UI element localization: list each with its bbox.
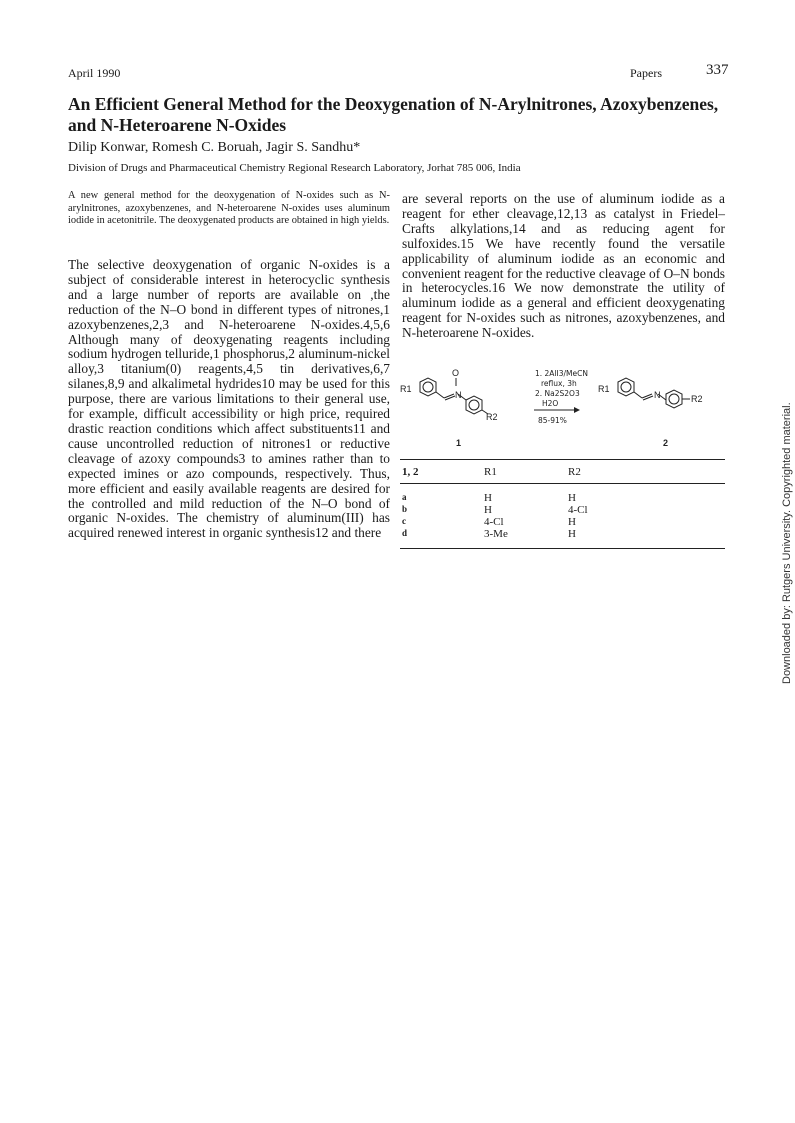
product-compound-number: 2 bbox=[663, 438, 669, 448]
authors: Dilip Konwar, Romesh C. Boruah, Jagir S. Sandhu* bbox=[68, 140, 361, 155]
running-section: Papers bbox=[630, 66, 662, 80]
table-cell-r1: 3-Me bbox=[484, 528, 508, 540]
product-benzene-ring-2 bbox=[666, 390, 682, 408]
reactant-structure bbox=[420, 378, 488, 414]
condition-line-4: H2O bbox=[542, 399, 559, 408]
reactant-benzene-ring-2 bbox=[466, 396, 482, 414]
table-row bbox=[402, 528, 722, 540]
body-text-left-column: The selective deoxygenation of organic N-oxides is a subject of considerable interest in heterocyclic synthesis and a large number of reports are available on ,the reduction of the N–O bond in different types of nitrones,1 azoxybenzenes,2,3 and N-heteroarene N-oxides.4,5,6 Although many of deoxygenating reagents including sodium hydrogen telluride,1 phosphorus,2 aluminum-nickel alloy,3 titanium(0) reagents,4,5 tin derivatives,6,7 silanes,8,9 and alkalimetal hydrides10 may be used for this purpose, there are various limitations to their general use, for example, difficult accessibility or high price, required drastic reaction conditions which affect substituents11 and cause uncontrolled reduction of nitrones1 or reductive cleavage of azoxy compounds3 to amines rather than to expected imines or azo compounds, respectively. Thus, more efficient and easily available reagents are desired for the controlled and mild reduction of the N–O bond of organic N-oxides. The chemistry of aluminum(III) has acquired renewed interest in organic synthesis12 and there bbox=[68, 257, 390, 541]
abstract: A new general method for the deoxygenation of N-oxides such as N-arylnitrones, azoxybenzenes, and N-heteroarene N-oxides uses aluminum iodide in acetonitrile. The deoxygenated products are obtained in high yields. bbox=[68, 190, 390, 226]
product-nitrogen-label: N bbox=[654, 390, 661, 400]
reactant-r2-label: R2 bbox=[486, 412, 498, 422]
table-row bbox=[402, 492, 722, 504]
download-notice-text: Downloaded by: Rutgers University. Copyrighted material. bbox=[781, 402, 793, 684]
reactant-nitrogen-label: N bbox=[455, 390, 462, 400]
table-cell-compound: a bbox=[402, 492, 407, 502]
reactant-benzene-ring-1 bbox=[420, 378, 436, 396]
table-header-row bbox=[402, 466, 722, 478]
table-cell-r1: 4-Cl bbox=[484, 516, 504, 528]
condition-line-2: reflux, 3h bbox=[541, 379, 577, 388]
table-cell-r2: H bbox=[568, 528, 576, 540]
reaction-scheme bbox=[400, 368, 725, 460]
table-header-r1: R1 bbox=[484, 466, 497, 478]
table-header-compound: 1, 2 bbox=[402, 466, 419, 478]
table-header-r2: R2 bbox=[568, 466, 581, 478]
page-number: 337 bbox=[706, 62, 729, 78]
table-cell-r1: H bbox=[484, 504, 492, 516]
table-cell-compound: c bbox=[402, 516, 406, 526]
table-row bbox=[402, 516, 722, 528]
affiliation: Division of Drugs and Pharmaceutical Chemistry Regional Research Laboratory, Jorhat 785 006, India bbox=[68, 162, 521, 174]
table-cell-r2: H bbox=[568, 516, 576, 528]
table-cell-r1: H bbox=[484, 492, 492, 504]
table-cell-r2: 4-Cl bbox=[568, 504, 588, 516]
table-cell-compound: d bbox=[402, 528, 408, 538]
article-title: An Efficient General Method for the Deoxygenation of N-Arylnitrones, Azoxybenzenes, and N-Heteroarene N-Oxides bbox=[68, 94, 719, 135]
table-top-rule bbox=[400, 459, 725, 460]
body-text-right-column: are several reports on the use of aluminum iodide as a reagent for ether cleavage,12,13 as catalyst in Friedel–Crafts alkylations,14 and as reducing agent for sulfoxides.15 We have recently found the versatile applicability of aluminum iodide as an economic and convenient reagent for the reductive cleavage of O–N bonds in heterocycles.16 We now demonstrate the utility of aluminum iodide as a general and efficient deoxygenating reagent for N-oxides such as nitrones, azoxybenzenes, and N-heteroarene N-oxides. bbox=[402, 191, 725, 341]
reactant-r1-label: R1 bbox=[400, 384, 412, 394]
product-benzene-ring-1 bbox=[618, 378, 634, 396]
table-cell-r2: H bbox=[568, 492, 576, 504]
table-row bbox=[402, 504, 722, 516]
reaction-arrowhead bbox=[574, 407, 580, 413]
condition-line-3: 2. Na2S2O3 bbox=[535, 389, 580, 398]
table-header-rule bbox=[400, 483, 725, 484]
condition-line-1: 1. 2AlI3/MeCN bbox=[535, 369, 588, 378]
reactant-compound-number: 1 bbox=[456, 438, 462, 448]
product-r1-label: R1 bbox=[598, 384, 610, 394]
running-date: April 1990 bbox=[68, 66, 121, 80]
table-cell-compound: b bbox=[402, 504, 408, 514]
product-r2-label: R2 bbox=[691, 394, 703, 404]
table-bottom-rule bbox=[400, 548, 725, 549]
nitrone-oxygen-label: O bbox=[452, 368, 460, 378]
condition-yield: 85-91% bbox=[538, 416, 567, 425]
